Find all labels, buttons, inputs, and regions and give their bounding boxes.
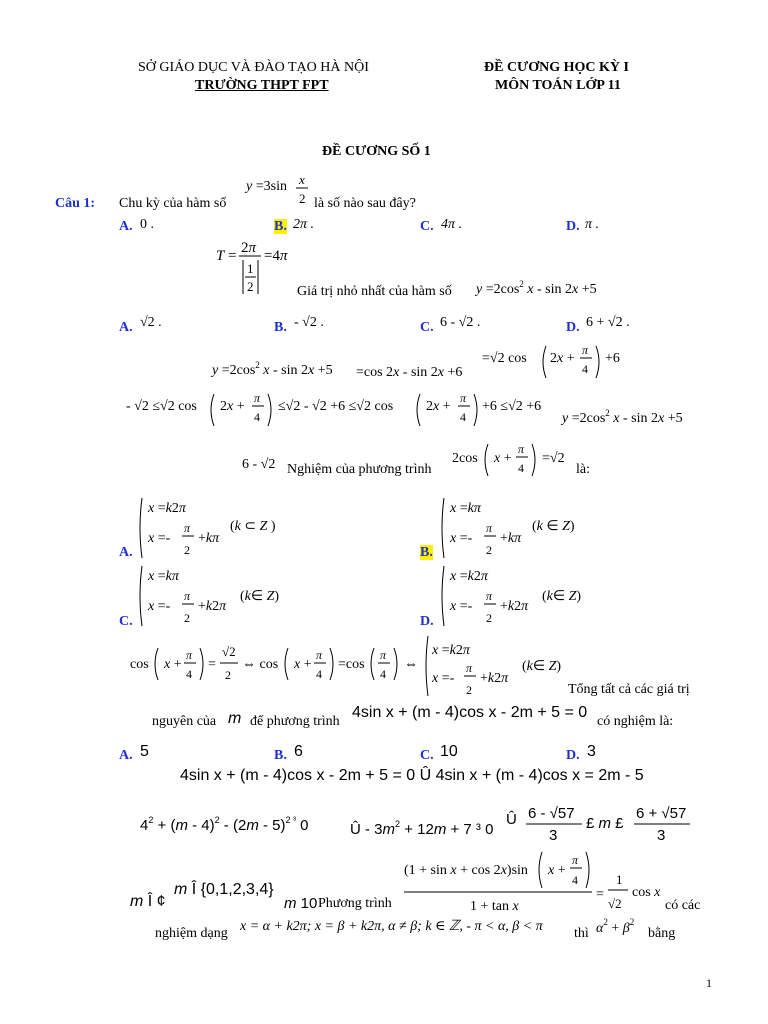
question-3-text-after: là: <box>576 462 590 477</box>
svg-text:Û: Û <box>506 811 517 828</box>
svg-text:x =kπ: x =kπ <box>148 569 179 584</box>
q2-option-d-value: 6 + √2 . <box>586 315 630 330</box>
svg-text:(k∈ Z): (k∈ Z) <box>522 659 562 674</box>
question-4-var-m: m <box>228 710 242 727</box>
formula-q3-solution <box>128 634 578 698</box>
page-title: ĐỀ CƯƠNG SỐ 1 <box>322 144 431 159</box>
svg-text:π: π <box>486 521 493 535</box>
svg-text:y =2cos2 x - sin 2x +5: $y =2\cos^2$ x - sin 2x +5 <box>562 408 683 426</box>
svg-text:+kπ: +kπ <box>500 531 522 546</box>
svg-text:2: 2 <box>486 611 492 625</box>
q2-option-c-value: 6 - √2 . <box>440 315 481 330</box>
system-option-d <box>440 564 600 628</box>
q3-option-a-letter[interactable]: A. <box>119 545 133 560</box>
svg-text:x +: x + <box>548 863 566 878</box>
svg-text:x =-: x =- <box>148 599 171 614</box>
svg-text:x: x <box>299 172 305 187</box>
document-title: ĐỀ CƯƠNG HỌC KỲ I <box>484 60 629 75</box>
question-4-formula: 4sin x + (m - 4)cos x - 2m + 5 = 0 <box>352 704 588 721</box>
svg-text:2: 2 <box>225 668 231 682</box>
svg-text:2: 2 <box>486 543 492 557</box>
question-5-text-5: bằng <box>648 926 676 941</box>
svg-text:y =3sin: y =3sin <box>246 179 287 194</box>
question-3-formula <box>450 440 575 485</box>
svg-text:4: 4 <box>380 667 386 681</box>
svg-text:(k∈ Z): (k∈ Z) <box>240 589 280 604</box>
q2-option-b-letter[interactable]: B. <box>274 320 287 335</box>
svg-text:+kπ: +kπ <box>198 531 220 546</box>
q4-option-d-value: 3 <box>587 743 596 760</box>
question-1-formula <box>244 172 314 215</box>
svg-text:α2 + β2: $\alpha^2 + \beta^2$ <box>596 917 635 936</box>
q2-option-a-letter[interactable]: A. <box>119 320 133 335</box>
svg-text:π: π <box>486 589 493 603</box>
svg-text:π: π <box>518 442 525 456</box>
formula-y-2cos2x <box>474 277 624 301</box>
svg-text:x =k2π: x =k2π <box>432 643 470 658</box>
svg-text:√2: √2 <box>222 644 236 659</box>
svg-text:y =2cos2 x - sin 2x +5: $y =2\cos^2$ x - sin 2x +5 <box>476 279 597 297</box>
formula-q4-solution-2 <box>138 800 698 848</box>
question-2-text: Giá trị nhỏ nhất của hàm số <box>297 284 452 299</box>
q2-solution-line-2 <box>124 388 714 437</box>
svg-text:2: 2 <box>299 191 306 206</box>
q1-solution <box>214 236 304 303</box>
svg-text:3: 3 <box>549 827 558 844</box>
svg-text:=cos 2x - sin 2x +6: =cos 2x - sin 2x +6 <box>356 365 463 380</box>
formula-solution-1 <box>210 342 630 382</box>
svg-text:=4π: =4π <box>264 248 288 264</box>
svg-text:(k ⊂ Z ): (k ⊂ Z ) <box>230 519 276 534</box>
question-2-formula <box>474 277 624 306</box>
question-4-text-2: nguyên của <box>152 714 217 729</box>
svg-text:2: 2 <box>466 683 472 697</box>
svg-text:⇔ cos: ⇔ cos <box>242 657 279 672</box>
svg-text:4: 4 <box>254 410 260 424</box>
question-5-text-3: nghiệm dạng <box>155 926 228 941</box>
formula-q4-solution-3 <box>128 876 328 916</box>
svg-text:π: π <box>582 343 589 357</box>
svg-text:+k2π: +k2π <box>500 599 529 614</box>
question-4-text-4: có nghiệm là: <box>597 714 674 729</box>
svg-text:(k ∈ Z): (k ∈ Z) <box>532 519 575 534</box>
svg-text:- √2 ≤√2 cos: - √2 ≤√2 cos <box>126 399 197 414</box>
school-name: TRƯỜNG THPT FPT <box>195 78 329 93</box>
q3-solution <box>128 634 578 703</box>
formula-q5-equation <box>400 846 665 916</box>
formula-period-solution <box>214 236 304 298</box>
q3-option-d-letter[interactable]: D. <box>420 614 434 629</box>
svg-text:=cos: =cos <box>338 657 365 672</box>
svg-text:(k∈ Z): (k∈ Z) <box>542 589 582 604</box>
svg-text:2π: 2π <box>241 240 257 256</box>
svg-text:cos: cos <box>130 657 149 672</box>
system-option-c <box>138 564 298 628</box>
svg-text:2: 2 <box>184 611 190 625</box>
formula-solution-2 <box>124 388 714 432</box>
svg-text:=: = <box>208 657 216 672</box>
svg-text:π: π <box>316 648 323 662</box>
svg-text:2x +: 2x + <box>220 399 245 414</box>
svg-text:x +: x + <box>164 657 182 672</box>
svg-text:4: 4 <box>582 362 588 376</box>
svg-text:4: 4 <box>518 461 524 475</box>
svg-text:1 + tan x: 1 + tan x <box>470 899 519 914</box>
svg-text:6 - √57: 6 - √57 <box>528 805 575 822</box>
svg-text:+k2π: +k2π <box>198 599 227 614</box>
q1-option-a-letter[interactable]: A. <box>119 219 133 234</box>
q4-option-a-value: 5 <box>140 743 149 760</box>
q1-option-c-value: 4π . <box>441 217 463 232</box>
q3-option-a-system <box>138 496 288 565</box>
svg-text:π: π <box>186 648 193 662</box>
svg-text:√2: √2 <box>608 896 622 911</box>
svg-text:=√2: =√2 <box>542 451 565 466</box>
svg-text:(1 + sin x + cos 2x)sin: (1 + sin x + cos 2x)sin <box>404 863 528 878</box>
svg-text:x =-: x =- <box>450 531 473 546</box>
svg-text:x =-: x =- <box>432 671 455 686</box>
svg-text:1: 1 <box>616 872 623 887</box>
q4-option-a-letter[interactable]: A. <box>119 748 133 763</box>
system-option-a <box>138 496 288 560</box>
department-name: SỞ GIÁO DỤC VÀ ĐÀO TẠO HÀ NỘI <box>138 60 369 75</box>
question-4-text-3: để phương trình <box>250 714 340 729</box>
svg-text:6 + √57: 6 + √57 <box>636 805 687 822</box>
q4-solution-line-1: 4sin x + (m - 4)cos x - 2m + 5 = 0 Û 4sin x + (m - 4)cos x = 2m - 5 <box>180 767 644 784</box>
svg-text:2x +: 2x + <box>426 399 451 414</box>
q2-option-a-value: √2 . <box>140 315 162 330</box>
svg-text:π: π <box>380 648 387 662</box>
svg-text:+6: +6 <box>605 351 620 366</box>
question-4-text-1: Tổng tất cả các giá trị <box>568 682 690 697</box>
q3-option-b-system <box>440 496 590 565</box>
q1-option-c-letter[interactable]: C. <box>420 219 434 234</box>
svg-text:x =kπ: x =kπ <box>450 501 481 516</box>
formula-2cos-x-pi4 <box>450 440 575 480</box>
svg-text:π: π <box>184 521 191 535</box>
q3-option-d-system <box>440 564 600 633</box>
svg-text:T: T <box>216 248 225 264</box>
question-3-text: Nghiệm của phương trình <box>287 462 432 477</box>
svg-text:4: 4 <box>460 410 466 424</box>
svg-text:4: 4 <box>316 667 322 681</box>
subject-title: MÔN TOÁN LỚP 11 <box>495 78 621 93</box>
question-1-text: Chu kỳ của hàm số <box>119 196 227 211</box>
q2-option-d-letter[interactable]: D. <box>566 320 580 335</box>
formula-alpha2-beta2 <box>594 914 644 938</box>
svg-text:2x +: 2x + <box>550 351 575 366</box>
q4-option-c-letter[interactable]: C. <box>420 748 434 763</box>
svg-text:Û - 3m2 + 12m + 7 ³ 0: Û - $3m^2 + 12m + 7$ ³ 0 <box>350 819 494 838</box>
question-5-formula-2: x = α + k2π; x = β + k2π, α ≠ β; k ∈ ℤ, - π < α, β < π <box>240 919 543 934</box>
svg-text:m 10: m 10 <box>284 895 318 912</box>
q4-option-b-letter[interactable]: B. <box>274 748 287 763</box>
svg-text:2cos: 2cos <box>452 451 478 466</box>
q2-solution-line-1 <box>210 342 630 387</box>
svg-text:1: 1 <box>247 261 254 276</box>
svg-text:≤√2 - √2 +6 ≤√2 cos: ≤√2 - √2 +6 ≤√2 cos <box>278 399 394 414</box>
q1-option-d-value: π . <box>585 217 600 232</box>
q2-option-b-value: - √2 . <box>294 315 324 330</box>
q1-option-d-letter[interactable]: D. <box>566 219 580 234</box>
svg-text:π: π <box>184 589 191 603</box>
svg-text:=: = <box>596 887 604 902</box>
svg-text:x +: x + <box>494 451 512 466</box>
question-5-text-2: có các <box>665 898 701 913</box>
svg-text:x +: x + <box>294 657 312 672</box>
q4-option-c-value: 10 <box>440 743 458 760</box>
svg-text:=√2 cos: =√2 cos <box>482 351 527 366</box>
svg-text:+6 ≤√2 +6: +6 ≤√2 +6 <box>482 399 542 414</box>
q2-option-c-letter[interactable]: C. <box>420 320 434 335</box>
svg-text:π: π <box>572 853 579 867</box>
q1-option-b-letter[interactable]: B. <box>274 219 287 234</box>
svg-text:m Î ¢: m Î ¢ <box>130 893 166 910</box>
q3-option-c-system <box>138 564 298 633</box>
svg-text:2: 2 <box>184 543 190 557</box>
svg-text:=: = <box>228 248 237 264</box>
question-1-label: Câu 1: <box>55 196 96 211</box>
svg-text:x =k2π: x =k2π <box>148 501 186 516</box>
svg-text:4: 4 <box>186 667 192 681</box>
svg-text:£ m £: £ m £ <box>586 815 624 832</box>
svg-text:x =-: x =- <box>148 531 171 546</box>
svg-text:π: π <box>460 391 467 405</box>
question-1-text-after: là số nào sau đây? <box>314 196 416 211</box>
svg-text:m Î {0,1,2,3,4}: m Î {0,1,2,3,4} <box>174 881 274 898</box>
svg-text:42 + (m - 4)2 - (2m - 5)2 ³ 0: $4^2 + (m - 4)^2 - (2m - 5)^{2 ^3}$ 0 <box>140 815 309 834</box>
svg-text:⇔: ⇔ <box>404 657 418 672</box>
system-option-b <box>440 496 590 560</box>
svg-text:4: 4 <box>572 873 578 887</box>
svg-text:π: π <box>254 391 261 405</box>
q4-solution-line-3 <box>128 876 328 921</box>
q2-answer: 6 - √2 <box>242 457 276 472</box>
svg-text:3: 3 <box>657 827 666 844</box>
svg-text:x =k2π: x =k2π <box>450 569 488 584</box>
svg-text:y =2cos2 x - sin 2x +5: $y =2\cos^2$ x - sin 2x +5 <box>212 360 333 378</box>
svg-text:π: π <box>466 661 473 675</box>
svg-text:x =-: x =- <box>450 599 473 614</box>
question-5-formula <box>400 846 665 921</box>
svg-text:cos x: cos x <box>632 885 661 900</box>
question-5-text-4: thì <box>574 926 589 941</box>
question-5-formula-3 <box>594 914 644 943</box>
q3-option-b-letter[interactable]: B. <box>420 545 433 560</box>
q4-option-d-letter[interactable]: D. <box>566 748 580 763</box>
q1-option-b-value: 2π . <box>293 217 315 232</box>
formula-y-3sin-x-2 <box>244 172 314 210</box>
svg-text:+k2π: +k2π <box>480 671 509 686</box>
question-5-text-1: Phương trình <box>318 896 392 911</box>
svg-text:2: 2 <box>247 279 254 294</box>
page-number: 1 <box>706 976 712 990</box>
q3-option-c-letter[interactable]: C. <box>119 614 133 629</box>
q4-option-b-value: 6 <box>294 743 303 760</box>
q1-option-a-value: 0 . <box>140 217 154 232</box>
